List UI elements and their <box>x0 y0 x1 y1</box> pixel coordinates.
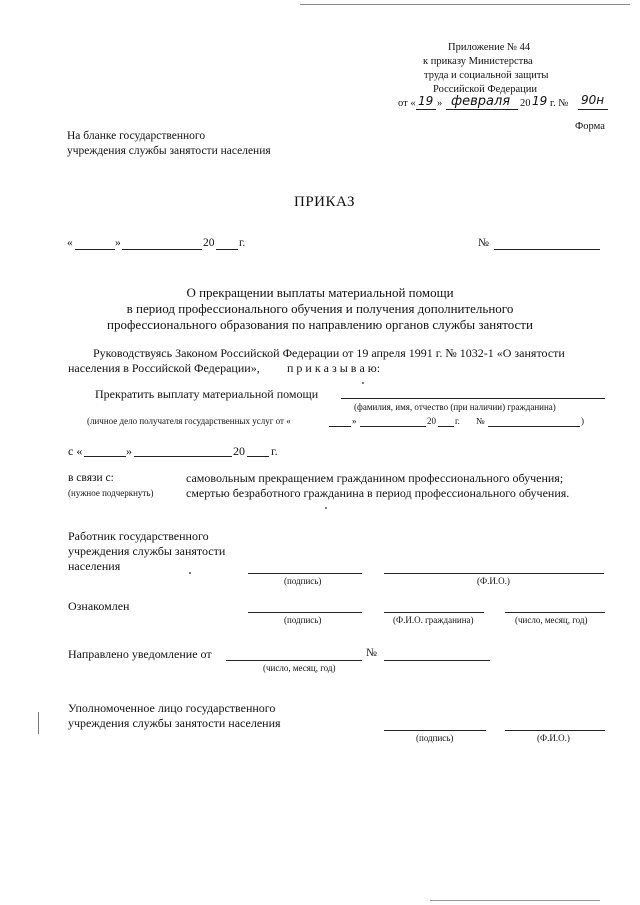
order-date-g: г. <box>239 237 246 249</box>
authorized-line-1: Уполномоченное лицо государственного <box>68 701 276 715</box>
scan-speck <box>362 382 364 384</box>
scan-speck <box>189 572 191 574</box>
case-file-paren: ) <box>581 416 584 426</box>
appendix-month: февраля <box>451 94 511 109</box>
order-month-blank[interactable] <box>122 249 202 250</box>
order-number-label: № <box>478 237 489 249</box>
blank-note-line-2: учреждения службы занятости населения <box>67 145 271 157</box>
stop-payment-label: Прекратить выплату материальной помощи <box>95 387 319 401</box>
order-date-close: » <box>115 237 121 249</box>
employee-line-3: населения <box>68 559 121 573</box>
notice-number-blank[interactable] <box>384 660 490 661</box>
appendix-number: 90н <box>581 93 605 107</box>
notice-num-label: № <box>366 647 377 659</box>
case-file-year: 20 <box>427 416 436 426</box>
authorized-signature-hint: (подпись) <box>416 733 454 743</box>
acquainted-signature-blank[interactable] <box>248 612 362 613</box>
appendix-year-prefix: 20 <box>520 98 531 109</box>
subject-line-2: в период профессионального обучения и получения дополнительного <box>126 301 514 316</box>
order-date-year: 20 <box>203 237 215 249</box>
appendix-month-underline <box>446 109 518 110</box>
from-month-blank[interactable] <box>134 456 232 457</box>
preamble-orders: п р и к а з ы в а ю: <box>287 361 381 375</box>
acquainted-signature-hint: (подпись) <box>284 615 322 625</box>
order-year-blank[interactable] <box>216 249 238 250</box>
blank-note-line-1: На бланке государственного <box>67 130 206 142</box>
appendix-quote-close: » <box>437 98 443 109</box>
acquainted-date-blank[interactable] <box>505 612 605 613</box>
case-number-blank[interactable] <box>488 426 580 427</box>
subject-line-3: профессионального образования по направлению органов службы занятости <box>107 317 533 332</box>
preamble-line-2: населения в Российской Федерации», <box>68 361 260 375</box>
appendix-line-1: Приложение № 44 <box>448 42 531 53</box>
acquainted-label: Ознакомлен <box>68 599 130 613</box>
citizen-name-hint: (фамилия, имя, отчество (при наличии) гражданина) <box>354 402 556 412</box>
employee-fio-blank[interactable] <box>384 573 604 574</box>
appendix-day-underline <box>416 109 436 110</box>
reason-option-1[interactable]: самовольным прекращением гражданином профессионального обучения; <box>186 471 564 485</box>
authorized-signature-blank[interactable] <box>384 730 486 731</box>
employee-fio-hint: (Ф.И.О.) <box>477 576 510 586</box>
acquainted-date-hint: (число, месяц, год) <box>515 615 588 625</box>
scan-margin-mark <box>38 712 39 734</box>
authorized-line-2: учреждения службы занятости населения <box>68 716 281 730</box>
scan-top-edge <box>300 4 630 5</box>
appendix-date-prefix: от « <box>398 98 416 109</box>
scan-speck <box>325 507 327 509</box>
from-day-blank[interactable] <box>84 456 126 457</box>
case-file-num: № <box>476 416 485 426</box>
order-date-open: « <box>67 237 73 249</box>
acquainted-fio-blank[interactable] <box>384 612 484 613</box>
case-file-g: г. <box>455 416 460 426</box>
from-date-g: г. <box>271 444 278 458</box>
scan-bottom-edge <box>430 900 600 901</box>
employee-line-1: Работник государственного <box>68 529 209 543</box>
from-date-prefix: с « <box>68 444 83 458</box>
appendix-number-underline <box>578 109 608 110</box>
appendix-line-4: Российской Федерации <box>433 84 537 95</box>
appendix-year-letter: г. № <box>550 98 569 109</box>
case-year-blank[interactable] <box>438 426 454 427</box>
appendix-line-3: труда и социальной защиты <box>424 70 549 81</box>
employee-signature-blank[interactable] <box>248 573 362 574</box>
forma-label: Форма <box>575 121 605 132</box>
reason-option-2[interactable]: смертью безработного гражданина в период профессионального обучения. <box>186 486 570 500</box>
case-file-close: » <box>352 416 357 426</box>
case-file-label: (личное дело получателя государственных услуг от « <box>87 416 291 426</box>
reason-label: в связи с: <box>68 472 114 484</box>
reason-hint: (нужное подчеркнуть) <box>68 488 154 498</box>
order-day-blank[interactable] <box>75 249 115 250</box>
appendix-line-2: к приказу Министерства <box>423 56 533 67</box>
order-number-blank[interactable] <box>494 249 600 250</box>
appendix-year-suffix: 19 <box>532 94 548 108</box>
preamble-line-1: Руководствуясь Законом Российской Федерации от 19 апреля 1991 г. № 1032-1 «О занятости <box>93 346 565 360</box>
case-day-blank[interactable] <box>329 426 351 427</box>
page-title: ПРИКАЗ <box>294 194 355 210</box>
employee-signature-hint: (подпись) <box>284 576 322 586</box>
authorized-fio-blank[interactable] <box>505 730 605 731</box>
notice-label: Направлено уведомление от <box>68 647 212 661</box>
appendix-day: 19 <box>418 94 434 108</box>
case-month-blank[interactable] <box>360 426 426 427</box>
citizen-name-blank[interactable] <box>341 398 605 399</box>
notice-date-blank[interactable] <box>226 660 362 661</box>
subject-line-1: О прекращении выплаты материальной помощи <box>186 285 454 300</box>
from-year-blank[interactable] <box>247 456 269 457</box>
authorized-fio-hint: (Ф.И.О.) <box>537 733 570 743</box>
notice-date-hint: (число, месяц, год) <box>263 663 336 673</box>
from-date-close: » <box>126 444 132 458</box>
from-date-year: 20 <box>233 444 245 458</box>
employee-line-2: учреждения службы занятости <box>68 544 226 558</box>
acquainted-fio-hint: (Ф.И.О. гражданина) <box>393 615 474 625</box>
